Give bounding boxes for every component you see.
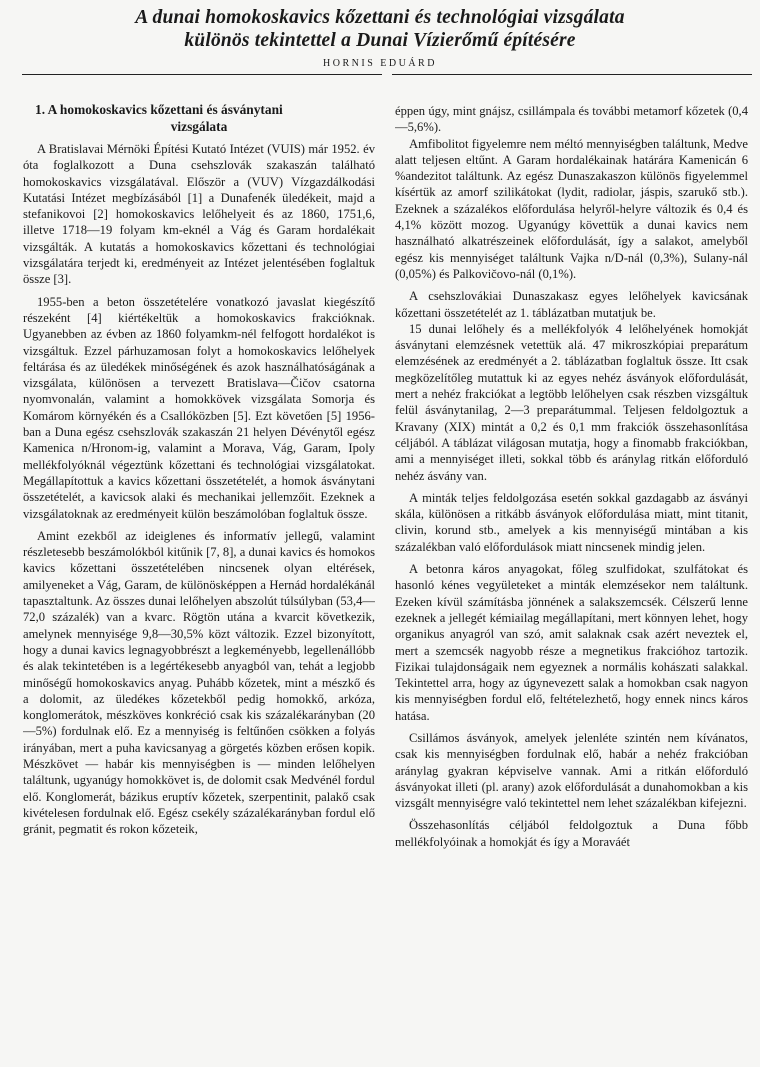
paragraph: Összehasonlítás céljából feldolgoztuk a Duna főbb mellékfolyóinak a homokját és így a Moraváét [395,818,748,849]
article-title-line-1: A dunai homokoskavics kőzettani és technológiai vizsgálata [135,7,625,28]
paragraph: Amint ezekből az ideiglenes és informatív jellegű, valamint részletesebb beszámolókból kitűnik [7, 8], a dunai kavics és homokos kavics kőzettani összetételében nincsenek olyan eltérések, amilyeneket a Vág, Garam, de különösképpen a Hernád hordalékánál tapasztaltunk. Az összes dunai lelőhelyen abszolút túlsúlyban (53,4—72,0 százalék) van a kvarc. Rögtön utána a kvarcit következik, amelynek mennyisége 9,8—30,5% közt változik. Ezzel bizonyított, hogy a dunai kavics legnagyobbrészt a legkeményebb, legellenállóbb és alak tekintetében is a legértékesebb anyagból van, tehát a legjobb minőségű homokoskavics anyag. Puhább kőzetek, mint a mészkő és a dolomit, az üledékes kőzetekből pedig homokkő, arkóza, konglomerátok, mészköves konkréció csak kis százalékarányban (20—5%) fordulnak elő. Ez a mennyiség is feltűnően csökken a folyás irányában, mert a puha kavicsanyag a görgetés közben erősen kopik. Mészkövet — habár kis mennyiségben is — minden lelőhelyen találtunk, ugyanúgy homokkövet is, de dolomit csak Medvénél fordul elő. Konglomerát, bázikus eruptív kőzetek, szerpentinit, palakő csak kivételesen fordulnak elő. Egész csekély százalékarányban fordul elő gránit, pegmatit és rokon kőzeteik, [23,528,375,837]
paragraph: Csillámos ásványok, amelyek jelenléte szintén nem kívánatos, csak kis mennyiségben fordulnak elő, habár a nehéz frakcióban aránylag gyakran képviselve vannak. Ami a ritkán előforduló ásványokat illeti (pl. arany) azok előfordulását a dunahomokban a kis vizsgált mennyiségre való tekintettel nem lehet százalékban kifejezni. [395,730,748,811]
article-header [0,6,760,69]
section-heading-line-2: vizsgálata [170,119,228,134]
paragraph: A Bratislavai Mérnöki Építési Kutató Intézet (VUIS) már 1952. év óta foglalkozott a Duna csehszlovák szakaszán található homokoskavics vizsgálatával. Először a (VUV) Vízgazdálkodási Kutatási Intézet megbízásából [1] a Dunafenék üledékeit, majd a stefanikovoi [2] homokoskavics lelőhelyeit és az 1860, 1751,6, illetve 1718—19 folyam km-eknél a Vág és Garam hordalékait vizsgálták. A kutatás a homokoskavics kőzettani és technológiai vizsgálatára terjedt ki, eredményeit az Intézet jelentésében foglaltuk össze [3]. [23,142,375,287]
article-author: HORNIS EDUÁRD [323,58,437,69]
paragraph: 1955-ben a beton összetételére vonatkozó javaslat kiegészítő részeként [4] kiértékeltük a homokoskavics frakcióknak. Ugyanebben az évben az 1860 folyamkm-nél felfogott hordalékot is vizsgáltuk. Ezzel párhuzamosan folyt a homokoskavics lelőhelyek feltárása és az üledékek minőségének és azok használhatóságának a vizsgálata, különösen a tervezett Bratislava—Čičov csatorna nyomvonalán, valamint a homokkövek vizsgálata Somorja és Komárom környékén és a Csallóközben [5]. Ezt követően [5] 1956-ban a Duna egész csehszlovák szakaszán 21 helyen Dévénytől egész Kamenica n/Hronom-ig, valamint a Morava, Vág, Garam, Ipoly mellékfolyóknál végeztünk kőzettani és technológiai vizsgálatokat. Megállapítottuk a kavics kőzettani összetételét, a homok ásványtani összetételét, a kavicsok alaki és mechanikai jellemzőit. Ezeknek a vizsgálatoknak az eredményeit külön beszámolóban foglaltuk össze. [23,294,375,521]
paragraph: A betonra káros anyagokat, főleg szulfidokat, szulfátokat és hasonló kénes vegyületeket a minták elemzésekor nem találtunk. Ezeken kívül számításba jönnének a salakszemcsék. Célszerű lenne ezeknek a jellegét kémiailag megállapítani, mert könnyen lehet, hogy organikus anyagról van szó, amit salaknak csak azért neveztek el, mert a szemcsék nagyobb része a megnetikus frakcióhoz tartozik. Fizikai tulajdonságaik nem egyeznek a normális kohászati salakkal. Tekintettel arra, hogy az úgynevezett salak a homokban csak nagyon kis mennyiségben fordul elő, feltételezhető, hogy ennek nincs káros hatása. [395,562,748,723]
left-column [23,101,375,1061]
header-divider-right [392,74,752,75]
paragraph: 15 dunai lelőhely és a mellékfolyók 4 lelőhelyének homokját ásványtani elemzésnek vetettük alá. 47 mikroszkópiai preparátum elemzésének az eredményét a 2. táblázatban foglaltuk össze. Itt csak megközelítőleg mutattuk ki az egyes nehéz ásványok előfordulását, mert a nehéz frakciókat a legtöbb lelőhelyen csak részben vizsgáltuk felül ásványtanilag, 2—3 preparátummal. Teljesen feldolgoztuk a Kravany (XIX) mintát a 0,2 és 0,1 mm frakciók összehasonlítása céljából. A táblázat világosan mutatja, hogy a finomabb frakciókban, ami a mennyiséget illeti, sokkal több és aránylag ritkán előforduló nehéz ásvány van. [395,321,748,483]
paragraph: éppen úgy, mint gnájsz, csillámpala és további metamorf kőzetek (0,4—5,6%). [395,104,748,135]
right-column [395,103,748,1063]
paragraph: A minták teljes feldolgozása esetén sokkal gazdagabb az ásványi skála, különösen a ritkább ásványok előfordulása miatt, mint titanit, clivin, korund stb., amelyek a kis mennyiségű mintában a kis százalékban való előfordulások miatt nincsenek mindig jelen. [395,490,748,554]
paragraph: Amfibolitot figyelemre nem méltó mennyiségben találtunk, Medve alatt teljesen eltűnt. A Garam hordalékainak határára Kamenicán 6 %andezitot találtunk. Az egész Dunaszakaszon különös figyelemmel kísértük az amorf szilikátokat (lydit, radiolar, jáspis, szarukő stb.). Ezeknek a százalékos előfordulása helyről-helyre változik és 0,4 és 4,1% között mozog. Ugyanúgy követtük a dunai kavics nem használható alkatrészeinek előfordulását, így a salakot, amelyből egész kis mennyiséget találtunk Vajka n/D-nál (0,3%), Sulany-nál (0,05%) és Palkovičovo-nál (0,1%). [395,136,748,281]
section-heading [23,101,375,135]
paragraph: A csehszlovákiai Dunaszakasz egyes lelőhelyek kavicsának kőzettani összetételét az 1. táblázatban mutatjuk be. [395,289,748,320]
section-heading-line-1: 1. A homokoskavics kőzettani és ásványtani [35,102,283,117]
article-title-line-2: különös tekintettel a Dunai Vízierőmű építésére [184,30,576,51]
header-divider-left [22,74,382,75]
